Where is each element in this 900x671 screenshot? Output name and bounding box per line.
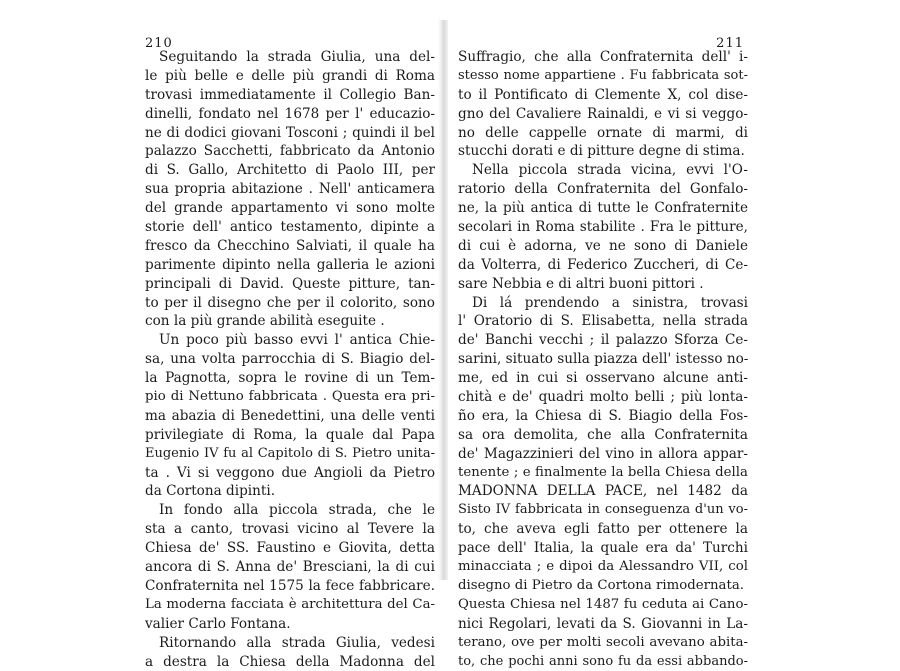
- text-line: Eugenio IV fu al Capitolo di S. Pietro unita-: [145, 445, 435, 464]
- text-line: privilegiate di Roma, la quale dal Papa: [145, 426, 435, 445]
- page-gutter: [438, 20, 448, 580]
- text-line: con la più grande abilità eseguite .: [145, 312, 435, 331]
- text-line: tenente ; e finalmente la bella Chiesa della: [458, 464, 748, 483]
- text-line: la Pagnotta, sopra le rovine di un Tem-: [145, 369, 435, 388]
- text-line: terano, ove per molti secoli avevano abita-: [458, 634, 748, 653]
- text-line: gno del Cavaliere Rainaldi, e vi si veggo-: [458, 105, 748, 124]
- text-line: Di lá prendendo a sinistra, trovasi: [458, 294, 748, 313]
- text-line: Sisto IV fabbricata in conseguenza d'un vo-: [458, 501, 748, 520]
- text-line: ancora di S. Anna de' Bresciani, la di cui: [145, 558, 435, 577]
- text-line: a destra la Chiesa della Madonna del: [145, 653, 435, 671]
- text-line: minacciata ; e dipoi da Alessandro VII, col: [458, 558, 748, 577]
- text-line: de' Magazzinieri del vino in allora appar-: [458, 445, 748, 464]
- text-line: MADONNA DELLA PACE, nel 1482 da: [458, 482, 748, 501]
- text-line: no delle cappelle ornate di marmi, di: [458, 124, 748, 143]
- text-line: di S. Gallo, Architetto di Paolo III, per: [145, 161, 435, 180]
- text-line: sta a canto, trovasi vicino al Tevere la: [145, 520, 435, 539]
- text-line: le più belle e delle più grandi di Roma: [145, 67, 435, 86]
- text-line: stesso nome appartiene . Fu fabbricata sot-: [458, 67, 748, 86]
- text-line: parimente dipinto nella galleria le azioni: [145, 256, 435, 275]
- text-line: dinelli, fondato nel 1678 per l' educazio-: [145, 105, 435, 124]
- text-line: l' Oratorio di S. Elisabetta, nella strada: [458, 312, 748, 331]
- text-line: Confraternita nel 1575 la fece fabbricare.: [145, 577, 435, 596]
- text-line: sare Nebbia e di altri buoni pittori .: [458, 275, 748, 294]
- text-line: Suffragio, che alla Confraternita dell' i-: [458, 48, 748, 67]
- text-line: valier Carlo Fontana.: [145, 615, 435, 634]
- text-line: Seguitando la strada Giulia, una del-: [145, 48, 435, 67]
- text-line: to, che aveva egli fatto per ottenere la: [458, 520, 748, 539]
- text-line: sa, una volta parrocchia di S. Biagio del-: [145, 350, 435, 369]
- left-page-number: 210: [145, 36, 173, 51]
- text-line: da Volterra, di Federico Zuccheri, di Ce-: [458, 256, 748, 275]
- text-line: pio di Nettuno fabbricata . Questa era pri-: [145, 388, 435, 407]
- text-line: chità e de' quadri molto belli ; più lonta-: [458, 388, 748, 407]
- text-line: La moderna facciata è architettura del Ca-: [145, 596, 435, 615]
- right-page-text: [458, 48, 748, 671]
- text-line: ño era, la Chiesa di S. Biagio della Fos-: [458, 407, 748, 426]
- text-line: trovasi immediatamente il Collegio Ban-: [145, 86, 435, 105]
- text-line: Questa Chiesa nel 1487 fu ceduta ai Cano-: [458, 596, 748, 615]
- text-line: ne di dodici giovani Tosconi ; quindi il bel: [145, 124, 435, 143]
- text-line: storie dell' antico testamento, dipinte a: [145, 218, 435, 237]
- text-line: stucchi dorati e di pitture degne di stima.: [458, 142, 748, 161]
- text-line: me, ed in cui si osservano alcune anti-: [458, 369, 748, 388]
- text-line: to il Pontificato di Clemente X, col dise-: [458, 86, 748, 105]
- text-line: to, che pochi anni sono fu da essi abbando-: [458, 653, 748, 671]
- right-page-number: 211: [716, 36, 744, 51]
- text-line: ne, la più antica di tutte le Confraternite: [458, 199, 748, 218]
- text-line: ratorio della Confraternita del Gonfalo-: [458, 180, 748, 199]
- left-page-text: [145, 48, 435, 671]
- text-line: Ritornando alla strada Giulia, vedesi: [145, 634, 435, 653]
- text-line: di cui è adorna, ve ne sono di Daniele: [458, 237, 748, 256]
- text-line: ta . Vi si veggono due Angioli da Pietro: [145, 464, 435, 483]
- text-line: sa ora demolita, che alla Confraternita: [458, 426, 748, 445]
- text-line: sarini, situato sulla piazza dell' istesso no-: [458, 350, 748, 369]
- text-line: principali di David. Queste pitture, tan-: [145, 275, 435, 294]
- text-line: ma abazia di Benedettini, una delle venti: [145, 407, 435, 426]
- text-line: da Cortona dipinti.: [145, 482, 435, 501]
- left-page: [145, 30, 435, 570]
- text-line: Un poco più basso evvi l' antica Chie-: [145, 331, 435, 350]
- text-line: In fondo alla piccola strada, che le: [145, 501, 435, 520]
- text-line: sua propria abitazione . Nell' anticamera: [145, 180, 435, 199]
- right-page: [458, 30, 748, 570]
- text-line: disegno di Pietro da Cortona rimodernata.: [458, 577, 748, 596]
- text-line: Nella piccola strada vicina, evvi l'O-: [458, 161, 748, 180]
- text-line: palazzo Sacchetti, fabbricato da Antonio: [145, 142, 435, 161]
- text-line: nici Regolari, levati da S. Giovanni in La-: [458, 615, 748, 634]
- text-line: de' Banchi vecchi ; il palazzo Sforza Ce-: [458, 331, 748, 350]
- text-line: del grande appartamento vi sono molte: [145, 199, 435, 218]
- text-line: fresco da Checchino Salviati, il quale ha: [145, 237, 435, 256]
- text-line: Chiesa de' SS. Faustino e Giovita, detta: [145, 539, 435, 558]
- text-line: to per il disegno che per il colorito, sono: [145, 294, 435, 313]
- text-line: secolari in Roma stabilite . Fra le pitture,: [458, 218, 748, 237]
- text-line: pace dell' Italia, la quale era da' Turchi: [458, 539, 748, 558]
